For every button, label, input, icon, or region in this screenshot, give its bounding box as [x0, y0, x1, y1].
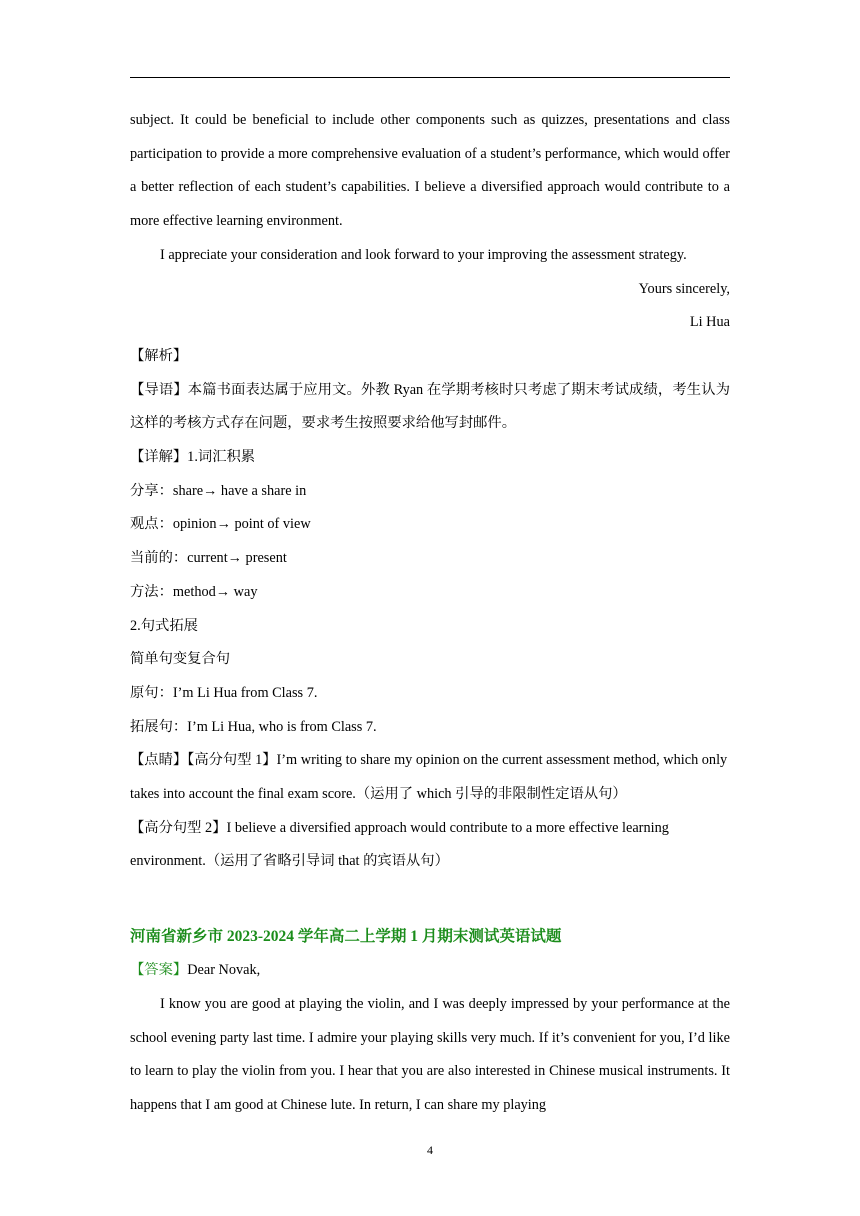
essay-paragraph-2: I appreciate your consideration and look forward to your improving the assessment strategy.	[160, 246, 687, 263]
sentence-heading: 2.句式拓展	[130, 617, 198, 634]
answer-paragraph-1: I know you are good at playing the violin, and I was deeply impressed by your performance at the school evening party last time. I admire your playing skills very much. If it’s convenient for you, I’d like to learn to play the violin from you. I hear that you are also interested in Chinese musical instruments. It happens that I am good at Chinese lute. In return, I can share my playing	[130, 995, 730, 1113]
original-sentence: 原句：I’m Li Hua from Class 7.	[130, 684, 318, 701]
vocab-item: 方法：method→ way	[130, 583, 258, 600]
question-title: 河南省新乡市 2023-2024 学年高二上学期 1 月期末测试英语试题	[130, 928, 562, 946]
highlight-sentence-2: 【高分句型 2】I believe a diversified approach would contribute to a more effective learning environment.（运用了省略引导词 that 的宾语从句）	[130, 819, 669, 870]
answer-tag: 【答案】	[130, 962, 188, 979]
expanded-sentence: 拓展句：I’m Li Hua, who is from Class 7.	[130, 718, 377, 735]
highlight-sentence-1: 【点睛】【高分句型 1】I’m writing to share my opinion on the current assessment method, which only takes into account the final exam score.（运用了 which 引导的非限制性定语从句）	[130, 752, 728, 803]
salutation: Dear Novak,	[187, 962, 261, 979]
analysis-heading: 【解析】	[130, 347, 188, 364]
detail-heading: 【详解】1.词汇积累	[130, 449, 256, 466]
essay-paragraph-1: subject. It could be beneficial to include other components such as quizzes, presentations and class participation to provide a more comprehensive evaluation of a student’s performance, which would offer a better reflection of each student’s capabilities. I believe a diversified approach would contribute to a more effective learning environment.	[130, 112, 730, 230]
answer-line	[130, 954, 730, 988]
essay-signature: Li Hua	[689, 314, 730, 331]
sentence-subheading: 简单句变复合句	[130, 651, 231, 668]
essay-closing: Yours sincerely,	[638, 280, 730, 297]
vocab-item: 当前的：current→ present	[130, 550, 287, 567]
page-number: 4	[427, 1143, 433, 1157]
page-content	[130, 104, 730, 1123]
vocab-item: 观点：opinion→ point of view	[130, 516, 311, 533]
vocab-item: 分享：share→ have a share in	[130, 482, 307, 499]
analysis-guide: 【导语】本篇书面表达属于应用文。外教 Ryan 在学期考核时只考虑了期末考试成绩，考生认为这样的考核方式存在问题，要求考生按照要求给他写封邮件。	[130, 381, 730, 432]
header-rule	[130, 77, 730, 78]
